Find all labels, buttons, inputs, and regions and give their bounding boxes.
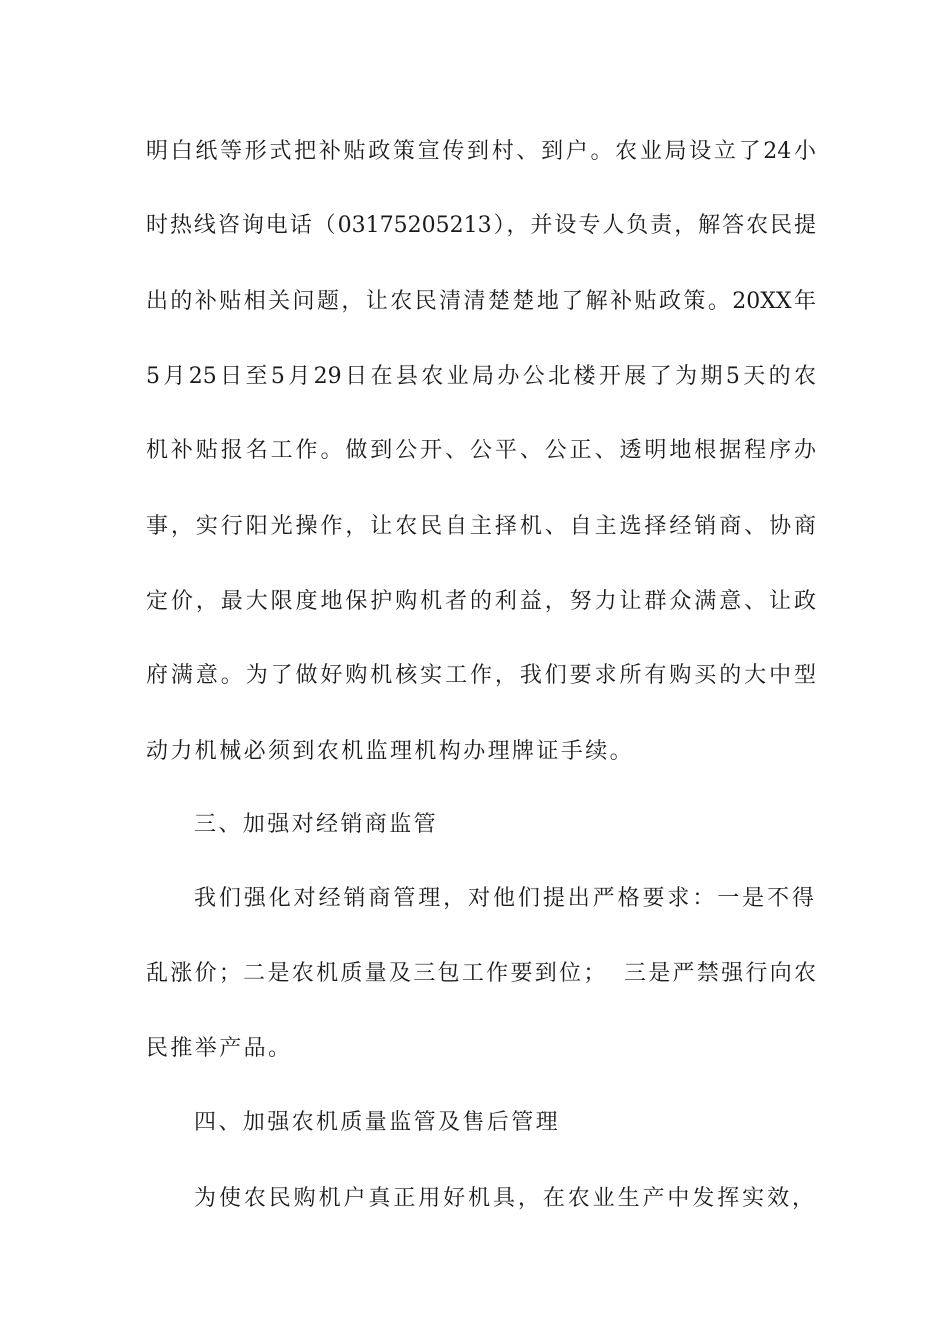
section-heading-4: 四、加强农机质量监管及售后管理 [194, 1110, 561, 1135]
paragraph-line: 出的补贴相关问题，让农民清清楚楚地了解补贴政策。20XX年 [146, 289, 816, 314]
paragraph-line: 乱涨价；二是农机质量及三包工作要到位； 三是严禁强行向农 [146, 961, 816, 986]
paragraph-line: 我们强化对经销商管理，对他们提出严格要求：一是不得 [194, 886, 814, 911]
paragraph-line: 定价，最大限度地保护购机者的利益，努力让群众满意、让政 [146, 589, 816, 614]
paragraph-line: 时热线咨询电话（03175205213），并设专人负责，解答农民提 [146, 213, 816, 238]
paragraph-line: 为使农民购机户真正用好机具，在农业生产中发挥实效， [194, 1186, 814, 1211]
section-heading-3: 三、加强对经销商监管 [194, 812, 439, 837]
paragraph-line: 明白纸等形式把补贴政策宣传到村、到户。农业局设立了24小 [146, 139, 816, 164]
paragraph-line: 府满意。为了做好购机核实工作，我们要求所有购买的大中型 [146, 663, 816, 688]
paragraph-line: 动力机械必须到农机监理机构办理牌证手续。 [146, 739, 635, 764]
paragraph-line: 5月25日至5月29日在县农业局办公北楼开展了为期5天的农 [146, 364, 816, 389]
paragraph-line: 民推举产品。 [146, 1036, 293, 1061]
paragraph-line: 机补贴报名工作。做到公开、公平、公正、透明地根据程序办 [146, 438, 816, 463]
paragraph-line: 事，实行阳光操作，让农民自主择机、自主选择经销商、协商 [146, 514, 816, 539]
